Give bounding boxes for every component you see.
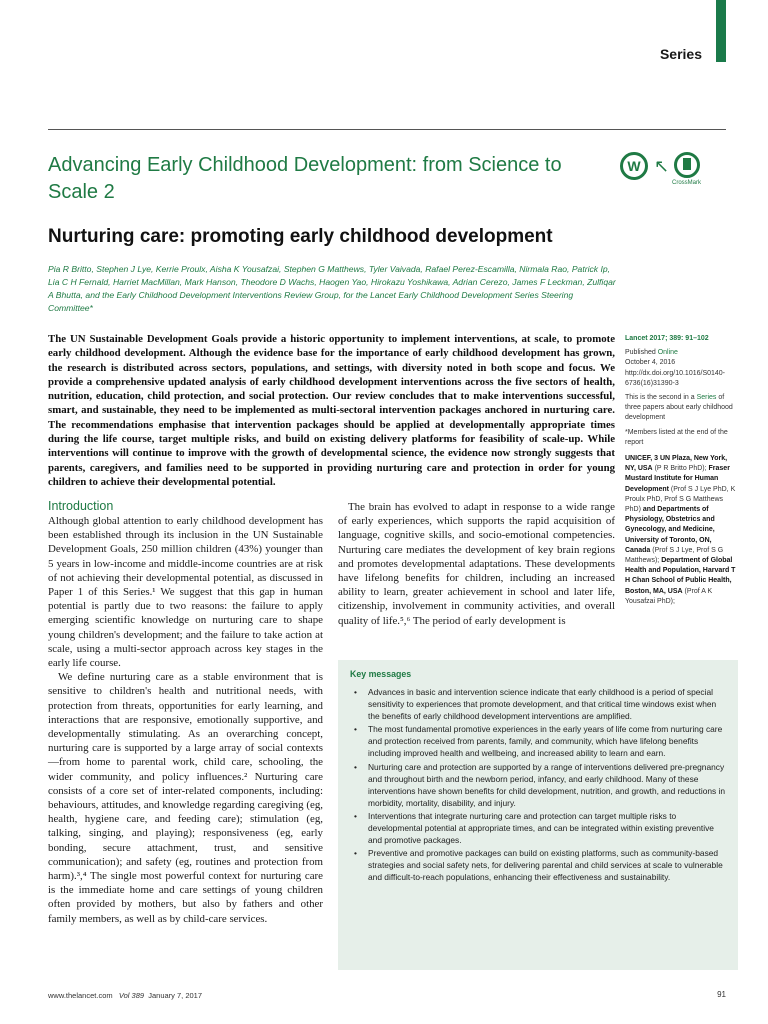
key-message-text: Nurturing care and protection are supported by a range of interventions delivered pre-pregnancy and throughout birth and the newborn period, infancy, and early childhood. Many of these interventions have shown benefits for child development, nutrition, and growth, and reductions in morbidity, mortality, disability, and injury. xyxy=(368,761,726,808)
author-list: Pia R Britto, Stephen J Lye, Kerrie Proulx, Aisha K Yousafzai, Stephen G Matthews, Tyler Vaivada, Rafael Perez-Escamilla, Nirmala Rao, Patrick Ip, Lia C H Fernald, Harriet MacMillan, Mark Hanson, Theodore D Wachs, Haogen Yao, Hirokazu Yoshikawa, Adrian Cerezo, James F Leckman, Zulfiqar A Bhutta, and the Early Childhood Development Interventions Review Group, for the Lancet Early Childhood Development Series Steering Committee* xyxy=(48,264,616,313)
key-message-item xyxy=(350,686,726,722)
citation: Lancet 2017; 389: 91–102 xyxy=(625,335,709,342)
crossmark-icon[interactable] xyxy=(674,152,700,178)
series-note-prefix: This is the second in a xyxy=(625,394,697,402)
logo-area xyxy=(620,152,710,192)
published-date: October 4, 2016 xyxy=(625,359,676,367)
article-sidebar xyxy=(625,334,737,611)
affiliations xyxy=(625,454,737,607)
series-link[interactable]: Series xyxy=(696,394,717,402)
wiley-icon[interactable]: W xyxy=(620,152,648,180)
bullet-icon: • xyxy=(354,687,357,697)
key-message-text: Preventive and promotive packages can build on existing platforms, such as community-based strategies and social safety nets, for delivering parental and child services at scale to vulnerable and difficult-to-reach populations, enhancing their effectiveness and sustainability. xyxy=(368,848,723,883)
doi-link[interactable]: http://dx.doi.org/10.1016/S0140-6736(16)31390-3 xyxy=(625,369,726,387)
bullet-icon: • xyxy=(354,761,357,772)
abstract: The UN Sustainable Development Goals provide a historic opportunity to implement interventions, at scale, to promote early childhood development. Although the evidence base for the importance of early childhood development has grown, the research is distributed across sectors, populations, and settings, with diversity noted in both scope and focus. We provide a comprehensive updated analysis of early childhood development interventions across the five sectors of health, nutrition, education, child protection, and social protection. Our review concludes that to make interventions successful, smart, and sustainable, they need to be implemented as multi-sectoral intervention packages anchored in nurturing care. The recommendations emphasise that intervention packages should be applied at developmentally appropriate times during the life course, target multiple risks, and build on existing delivery platforms for feasibility of scale-up. While interventions will continue to improve with the growth of developmental science, the evidence now strongly suggests that parents, caregivers, and families need to be supported in providing nurturing care and protection in order for young children to achieve their developmental potential. xyxy=(48,333,615,488)
key-messages-title: Key messages xyxy=(350,669,412,679)
series-note xyxy=(625,393,737,424)
page-footer xyxy=(48,991,202,1000)
series-title: Advancing Early Childhood Development: from Science to Scale 2 xyxy=(48,154,562,203)
affiliation-1-authors: (P R Britto PhD); xyxy=(652,465,709,473)
introduction-heading: Introduction xyxy=(48,499,114,513)
key-message-item xyxy=(350,723,726,759)
published-online-link[interactable]: Online xyxy=(657,349,678,357)
series-color-tab xyxy=(716,0,726,62)
series-note-suffix: of three papers about early childhood development xyxy=(625,394,733,422)
footer-volume: Vol 389 xyxy=(118,991,145,1000)
intro-paragraph-3: The brain has evolved to adapt in response to a wide range of early experiences, which supports the rapid acquisition of language, cognitive skills, and socio-emotional competencies. Nurturing care mediates the development of key brain regions and promotes developmental adaptations. These developments have lifelong benefits for children, including an increased ability to learn, greater achievement in school and later life, citizenship, involvement in community activities, and overall quality of life.⁵,⁶ The period of early development is xyxy=(338,501,615,627)
middle-column xyxy=(338,500,615,628)
key-message-item xyxy=(350,761,726,809)
key-message-text: Interventions that integrate nurturing care and protection can target multiple risks to developmental potential at appropriate times, and can be integrated within existing preventive and promotive packages. xyxy=(368,810,714,846)
footer-date: January 7, 2017 xyxy=(148,991,203,1000)
affiliation-4-authors: (Prof A K Yousafzai PhD); xyxy=(625,587,713,605)
members-note: *Members listed at the end of the report xyxy=(625,428,728,446)
affiliation-2-authors: (Prof S J Lye PhD, K Proulx PhD, Prof S G Matthews PhD) xyxy=(625,485,736,514)
key-message-text: Advances in basic and intervention science indicate that early childhood is a period of special sensitivity to experiences that promote development, and that critical time windows exist when the benefits of early childhood development interventions are amplified. xyxy=(368,687,717,722)
intro-paragraph-2: We define nurturing care as a stable environment that is sensitive to children's health and nutritional needs, with protection from threats, opportunities for early learning, and interactions that are responsive, emotionally supportive, and developmentally stimulating. As an overarching concept, nurturing care is supported by a large array of social contexts—from home to parental work, child care, schooling, the wider community, and policy influences.² Nurturing care consists of a core set of inter-related components, including: behaviours, attitudes, and knowledge regarding caregiving (eg, health, hygiene care, and feeding care); stimulation (eg, talking, singing, and playing); responsiveness (eg, early bonding, secure attachment, trust, and sensitive communication); and safety (eg, routines and protection from harm).³,⁴ The single most powerful context for nurturing care is the immediate home and care settings of young children often provided by mothers, but also by fathers and other family members, as well as by child-care services. xyxy=(48,671,323,925)
bullet-icon: • xyxy=(354,724,357,735)
key-message-text: The most fundamental promotive experiences in the early years of life come from nurturing care and protection received from parents, family, and community, which have lifelong benefits including improved health and wellbeing, and increased ability to learn and earn. xyxy=(368,724,723,759)
footer-site-link[interactable]: www.thelancet.com xyxy=(48,991,113,1000)
affiliation-1: UNICEF, 3 UN Plaza, New York, NY, USA xyxy=(625,455,728,473)
publication-info xyxy=(625,348,737,389)
cursor-icon: ↖ xyxy=(654,156,670,177)
paper-title: Nurturing care: promoting early childhood development xyxy=(48,226,553,247)
bullet-icon: • xyxy=(354,810,357,821)
left-column xyxy=(48,499,323,926)
affiliation-3: and Departments of Physiology, Obstetrics and Gynecology, and Medicine, University of Toronto, ON, Canada xyxy=(625,506,715,554)
affiliation-3-authors: (Prof S J Lye, Prof S G Matthews); xyxy=(625,546,724,565)
affiliation-4: Department of Global Health and Population, Harvard T H Chan School of Public Health, Boston, MA, USA xyxy=(625,557,736,595)
published-prefix: Published xyxy=(625,349,658,357)
affiliation-2: Fraser Mustard Institute for Human Development xyxy=(625,465,730,493)
intro-paragraph-1: Although global attention to early childhood development has been established through its inclusion in the UN Sustainable Development Goals, 250 million children (43%) younger than 5 years in low-income and middle-income countries are at risk of not achieving their developmental potential, as discussed in Paper 1 of this Series.¹ We suggest that this gap in human potential is partly due to two reasons: the failure to apply emerging scientific knowledge on nurturing care to shape young children's development; and the failure to take action at scale, using a multi-sector approach across key stages in the early life course. xyxy=(48,515,323,670)
key-messages-panel xyxy=(338,660,738,970)
series-label: Series xyxy=(659,46,702,62)
page-number: 91 xyxy=(717,990,726,999)
header-divider xyxy=(48,129,726,130)
key-messages-list xyxy=(350,686,726,884)
key-message-item xyxy=(350,847,726,883)
bullet-icon: • xyxy=(354,848,357,859)
key-message-item xyxy=(350,810,726,846)
crossmark-label: CrossMark xyxy=(672,180,702,186)
